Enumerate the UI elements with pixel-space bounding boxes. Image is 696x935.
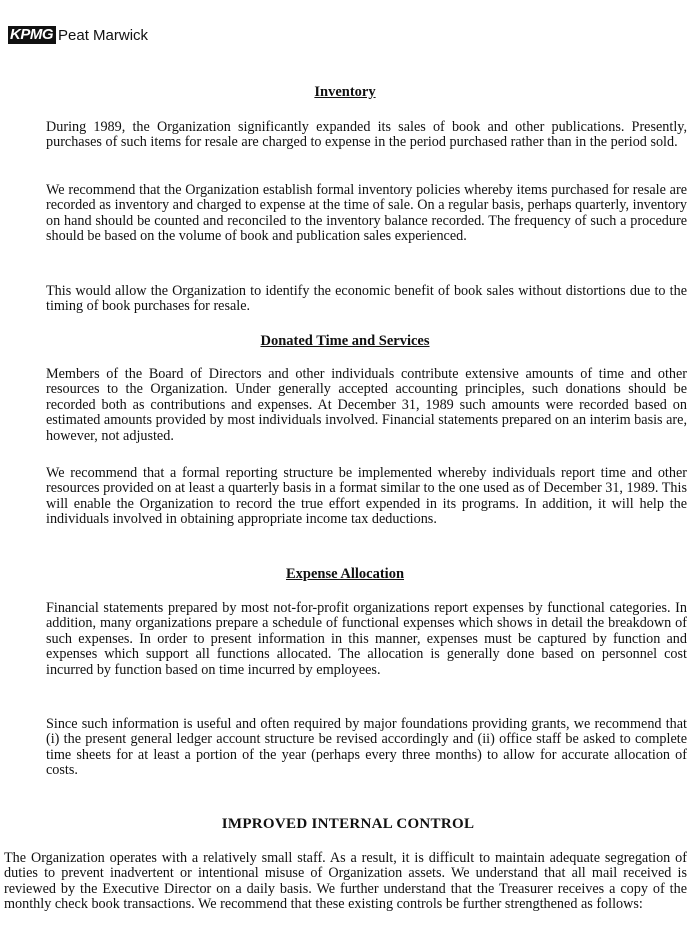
heading-internal-control: IMPROVED INTERNAL CONTROL bbox=[221, 816, 475, 832]
inventory-paragraph-3: This would allow the Organization to identify the economic benefit of book sales without distortions due to the timing of book purchases for resale. bbox=[46, 283, 687, 315]
donated-paragraph-2: We recommend that a formal reporting structure be implemented whereby individuals report time and other resources provided on at least a quarterly basis in a format similar to the one used as of December 31, 1989. This will enable the Organization to record the true effort expended in its programs. In addition, it will help the individuals involved in obtaining appropriate income tax deductions. bbox=[46, 465, 687, 528]
inventory-paragraph-2: We recommend that the Organization establish formal inventory policies whereby items purchased for resale are recorded as inventory and charged to expense at the time of sale. On a regular basis, perhaps quarterly, inventory on hand should be counted and reconciled to the inventory balance recorded. The frequency of such a procedure should be based on the volume of book and publication sales experienced. bbox=[46, 182, 687, 245]
letterhead bbox=[8, 26, 148, 44]
inventory-paragraph-1: During 1989, the Organization significantly expanded its sales of book and other publications. Presently, purchases of such items for resale are charged to expense in the period purchased rather than in the period sold. bbox=[46, 119, 687, 151]
expense-paragraph-1: Financial statements prepared by most not-for-profit organizations report expenses by functional categories. In addition, many organizations prepare a schedule of functional expenses which shows in detail the breakdown of such expenses. In order to present information in this manner, expenses must be captured by function and expenses which support all functions allocated. The allocation is generally done based on personnel cost incurred by function based on time incurred by employees. bbox=[46, 600, 687, 678]
heading-expense-allocation: Expense Allocation bbox=[285, 566, 405, 582]
donated-paragraph-1: Members of the Board of Directors and other individuals contribute extensive amounts of time and other resources to the Organization. Under generally accepted accounting principles, such donations should be recorded both as contributions and expenses. At December 31, 1989 such amounts were recorded based on estimated amounts provided by most individuals involved. Financial statements prepared on an interim basis are, however, not adjusted. bbox=[46, 366, 687, 444]
heading-donated-time: Donated Time and Services bbox=[260, 333, 430, 349]
control-paragraph-1: The Organization operates with a relatively small staff. As a result, it is difficult to maintain adequate segregation of duties to prevent inadvertent or intentional misuse of Organization assets. We understand that all mail received is reviewed by the Executive Director on a daily basis. We further understand that the Treasurer receives a copy of the monthly check book transactions. We recommend that these existing controls be further strengthened as follows: bbox=[4, 850, 687, 913]
firm-name: Peat Marwick bbox=[58, 26, 149, 44]
kpmg-logo: KPMG bbox=[8, 26, 56, 44]
heading-inventory: Inventory bbox=[314, 84, 376, 100]
expense-paragraph-2: Since such information is useful and often required by major foundations providing grants, we recommend that (i) the present general ledger account structure be revised accordingly and (ii) office staff be asked to complete time sheets for at least a portion of the year (perhaps every three months) to allow for accurate allocation of costs. bbox=[46, 716, 687, 779]
